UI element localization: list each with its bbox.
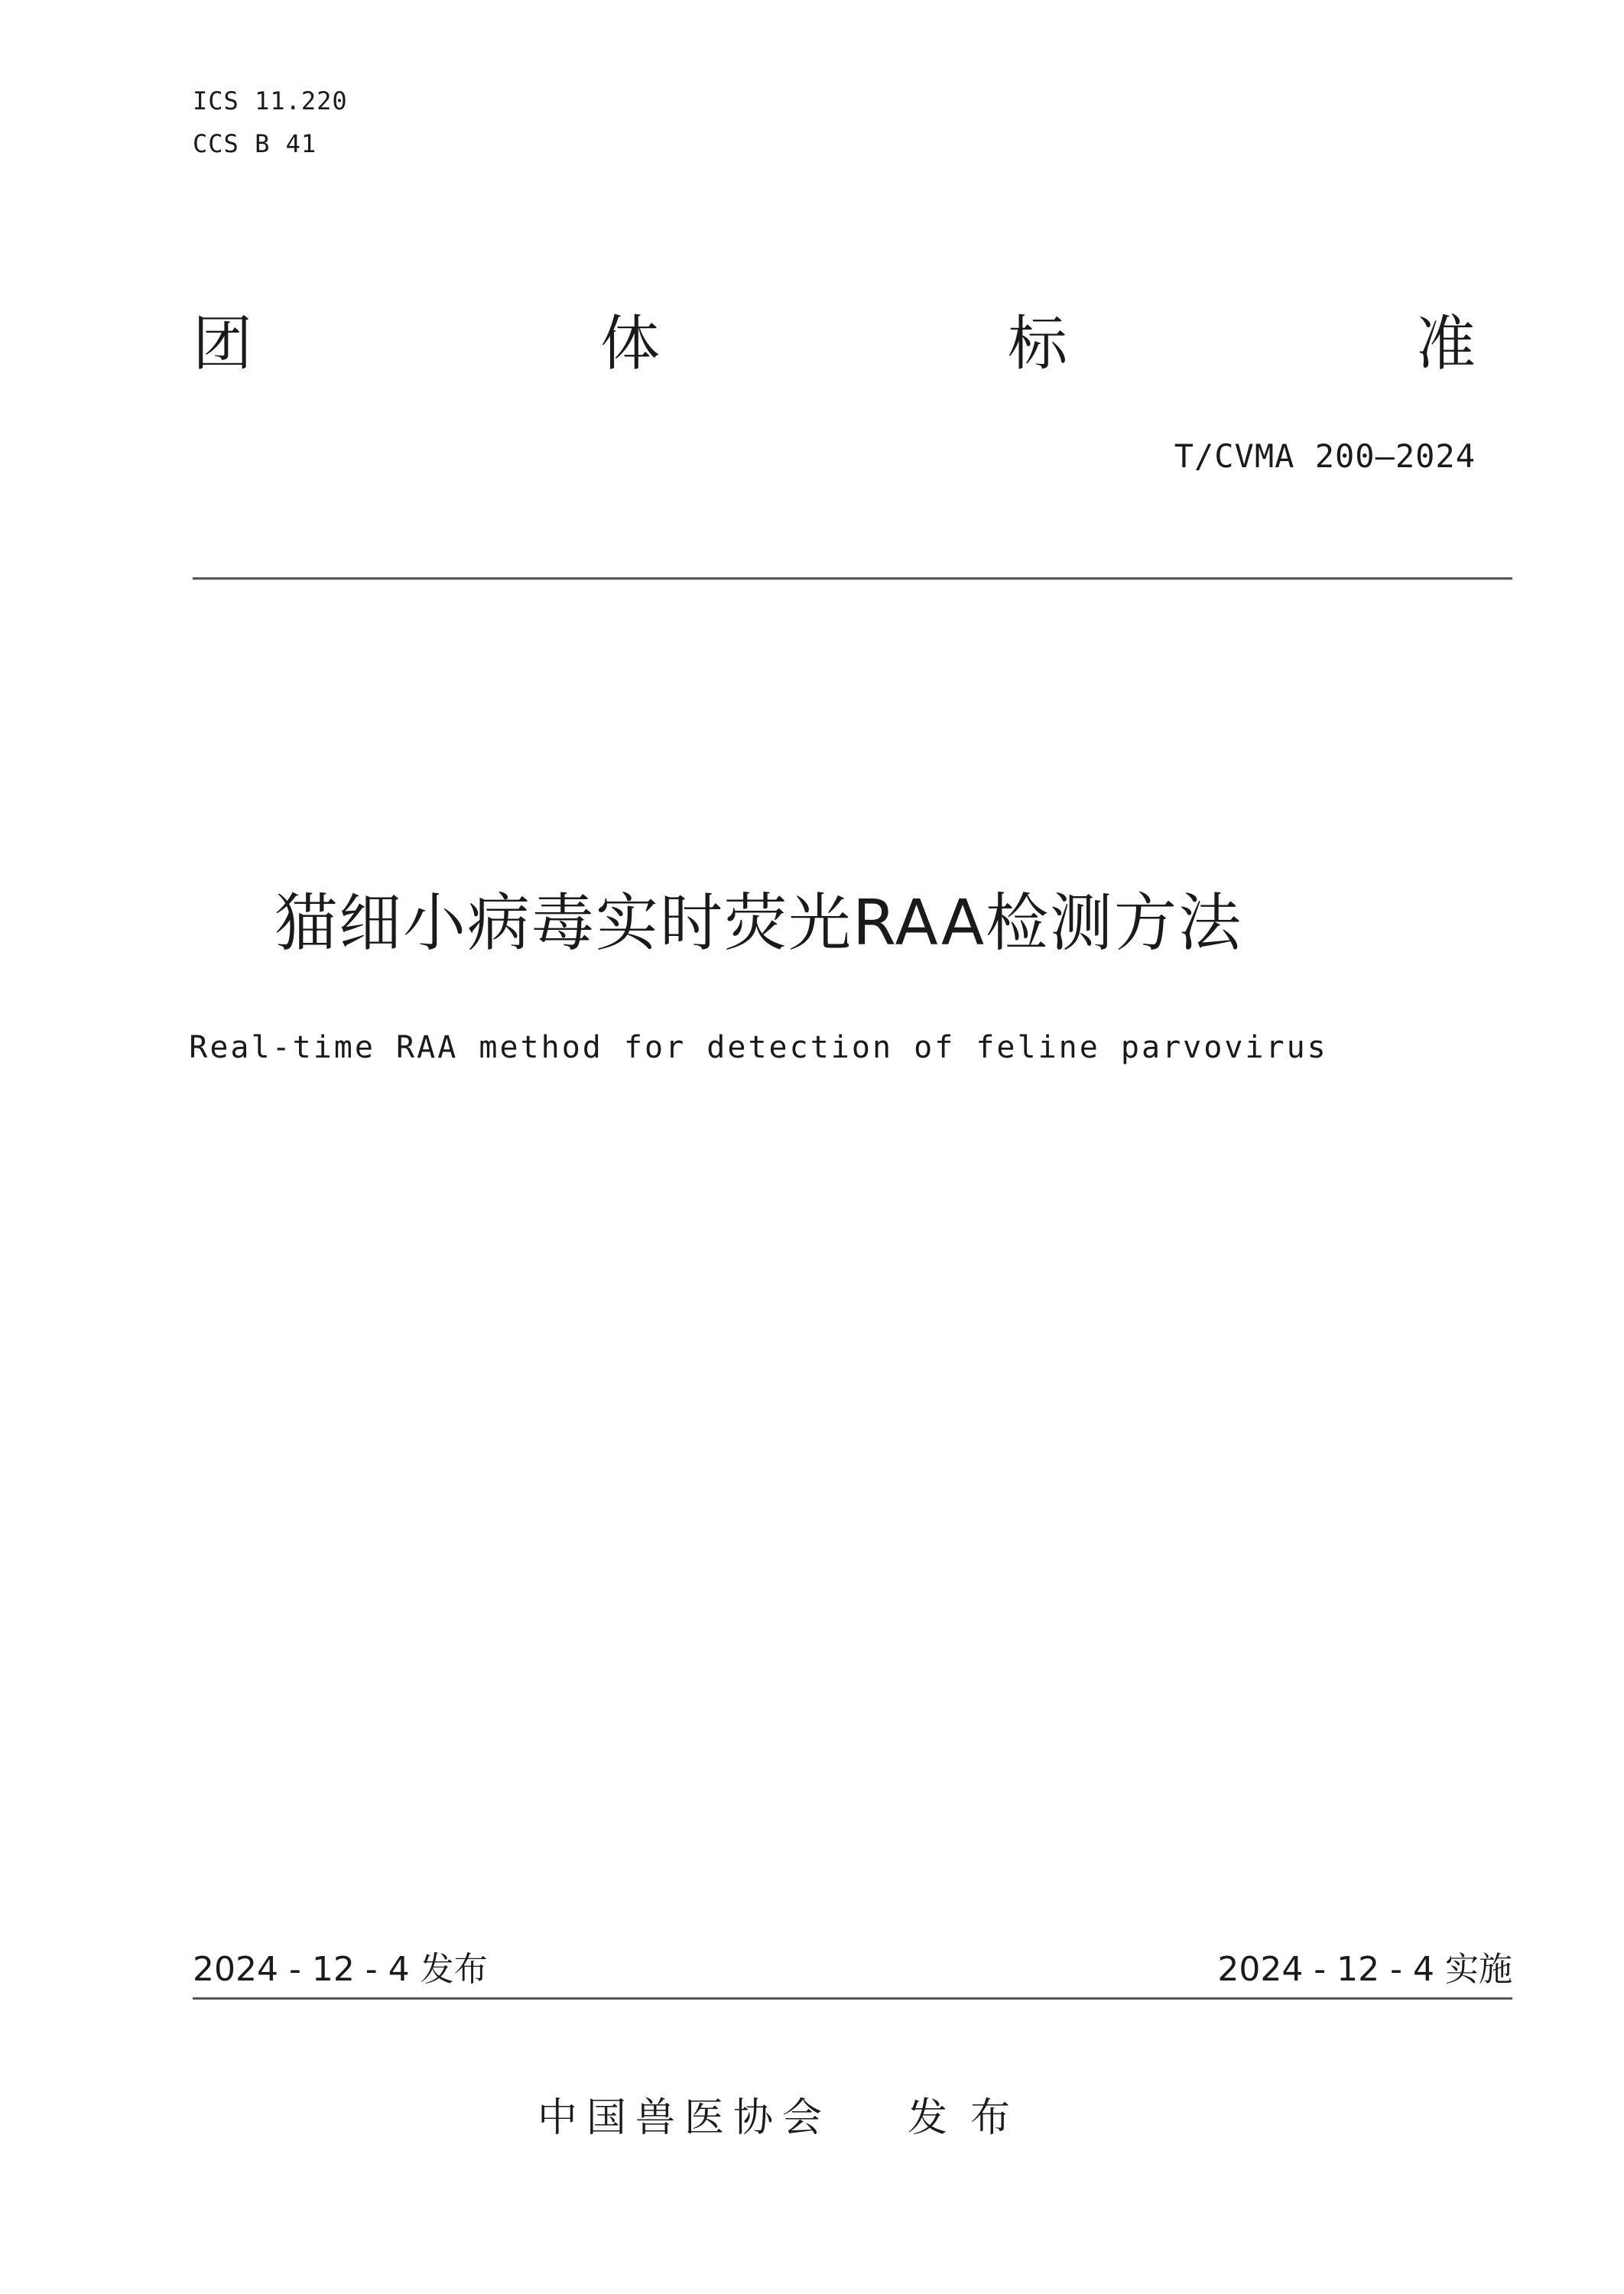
standard-type-char-3: 标 xyxy=(1008,310,1068,379)
publisher-line xyxy=(0,2094,1624,2143)
title-chinese: 猫细小病毒实时荧光RAA检测方法 xyxy=(274,887,1243,960)
standard-type-char-1: 团 xyxy=(193,310,253,379)
publisher-action: 发布 xyxy=(908,2095,1034,2141)
publisher-organization: 中国兽医协会 xyxy=(537,2095,831,2141)
implementation-date: 2024 - 12 - 4 实施 xyxy=(1217,1950,1512,1989)
title-english: Real-time RAA method for detection of feline parvovirus xyxy=(189,1030,1328,1065)
standard-type-char-4: 准 xyxy=(1416,310,1476,379)
ccs-code: CCS B 41 xyxy=(193,129,317,158)
standard-number: T/CVMA 200—2024 xyxy=(1174,437,1476,475)
bottom-divider xyxy=(193,1997,1512,2000)
standard-type-char-2: 体 xyxy=(600,310,661,379)
release-date: 2024 - 12 - 4 发布 xyxy=(193,1950,488,1989)
classification-codes xyxy=(193,80,348,165)
ics-code: ICS 11.220 xyxy=(193,86,348,115)
top-divider xyxy=(193,577,1512,580)
